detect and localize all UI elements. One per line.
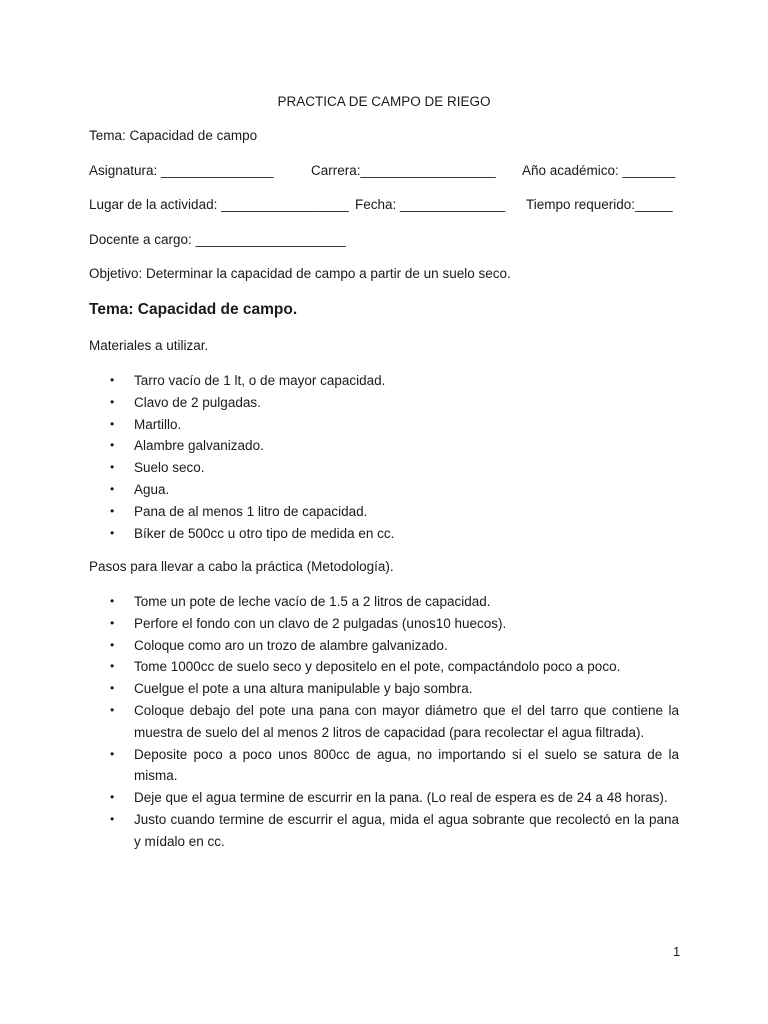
pasos-label: Pasos para llevar a cabo la práctica (Metodología). <box>89 559 394 574</box>
list-item: • Tome un pote de leche vacío de 1.5 a 2 litros de capacidad. <box>89 591 679 613</box>
fecha-field: Fecha: ______________ <box>355 197 506 212</box>
lugar-field: Lugar de la actividad: _________________ <box>89 197 349 212</box>
bullet-icon: • <box>110 594 115 608</box>
objetivo-line: Objetivo: Determinar la capacidad de campo a partir de un suelo seco. <box>89 266 511 281</box>
list-item: • Alambre galvanizado. <box>89 435 679 457</box>
anio-academico-field: Año académico: _______ <box>522 163 676 178</box>
section-heading: Tema: Capacidad de campo. <box>89 301 298 318</box>
list-item: • Tarro vacío de 1 lt, o de mayor capacidad. <box>89 370 679 392</box>
bullet-icon: • <box>110 746 115 761</box>
bullet-icon: • <box>110 790 115 805</box>
document-title: PRACTICA DE CAMPO DE RIEGO <box>277 94 491 109</box>
list-item: • Justo cuando termine de escurrir el agua, mida el agua sobrante que recolectó en la pana y mídalo en cc. <box>89 809 679 853</box>
list-item: • Tome 1000cc de suelo seco y depositelo en el pote, compactándolo poco a poco. <box>89 656 679 678</box>
bullet-icon: • <box>110 525 115 540</box>
list-item: • Perfore el fondo con un clavo de 2 pulgadas (unos10 huecos). <box>89 613 679 635</box>
list-item: • Coloque como aro un trozo de alambre galvanizado. <box>89 635 679 657</box>
list-item: • Pana de al menos 1 litro de capacidad. <box>89 501 679 523</box>
bullet-icon: • <box>110 681 115 696</box>
bullet-icon: • <box>110 460 115 475</box>
list-item: • Deje que el agua termine de escurrir en la pana. (Lo real de espera es de 24 a 48 horas). <box>89 787 679 809</box>
list-item: • Cuelgue el pote a una altura manipulable y bajo sombra. <box>89 678 679 700</box>
carrera-field: Carrera:__________________ <box>311 163 496 178</box>
list-item: • Agua. <box>89 479 679 501</box>
materiales-list <box>89 370 679 544</box>
tiempo-field: Tiempo requerido:_____ <box>526 197 673 212</box>
docente-line: Docente a cargo: ____________________ <box>89 232 346 247</box>
bullet-icon: • <box>110 438 115 453</box>
list-item: • Clavo de 2 pulgadas. <box>89 392 679 414</box>
list-item: • Suelo seco. <box>89 457 679 479</box>
list-item: • Coloque debajo del pote una pana con mayor diámetro que el del tarro que contiene la muestra de suelo del al menos 2 litros de capacidad (para recolectar el agua filtrada). <box>89 700 679 744</box>
pasos-list <box>89 591 679 853</box>
bullet-icon: • <box>110 373 115 387</box>
page-number: 1 <box>673 944 681 959</box>
tema-line: Tema: Capacidad de campo <box>89 128 258 143</box>
list-item: • Deposite poco a poco unos 800cc de agua, no importando si el suelo se satura de la misma. <box>89 744 679 788</box>
bullet-icon: • <box>110 659 115 674</box>
bullet-icon: • <box>110 637 115 652</box>
bullet-icon: • <box>110 702 115 717</box>
bullet-icon: • <box>110 811 115 826</box>
bullet-icon: • <box>110 503 115 518</box>
list-item: • Bíker de 500cc u otro tipo de medida en cc. <box>89 523 679 545</box>
list-item: • Martillo. <box>89 414 679 436</box>
bullet-icon: • <box>110 481 115 496</box>
asignatura-field: Asignatura: _______________ <box>89 163 274 178</box>
bullet-icon: • <box>110 394 115 409</box>
bullet-icon: • <box>110 615 115 630</box>
bullet-icon: • <box>110 416 115 431</box>
materiales-label: Materiales a utilizar. <box>89 338 209 353</box>
